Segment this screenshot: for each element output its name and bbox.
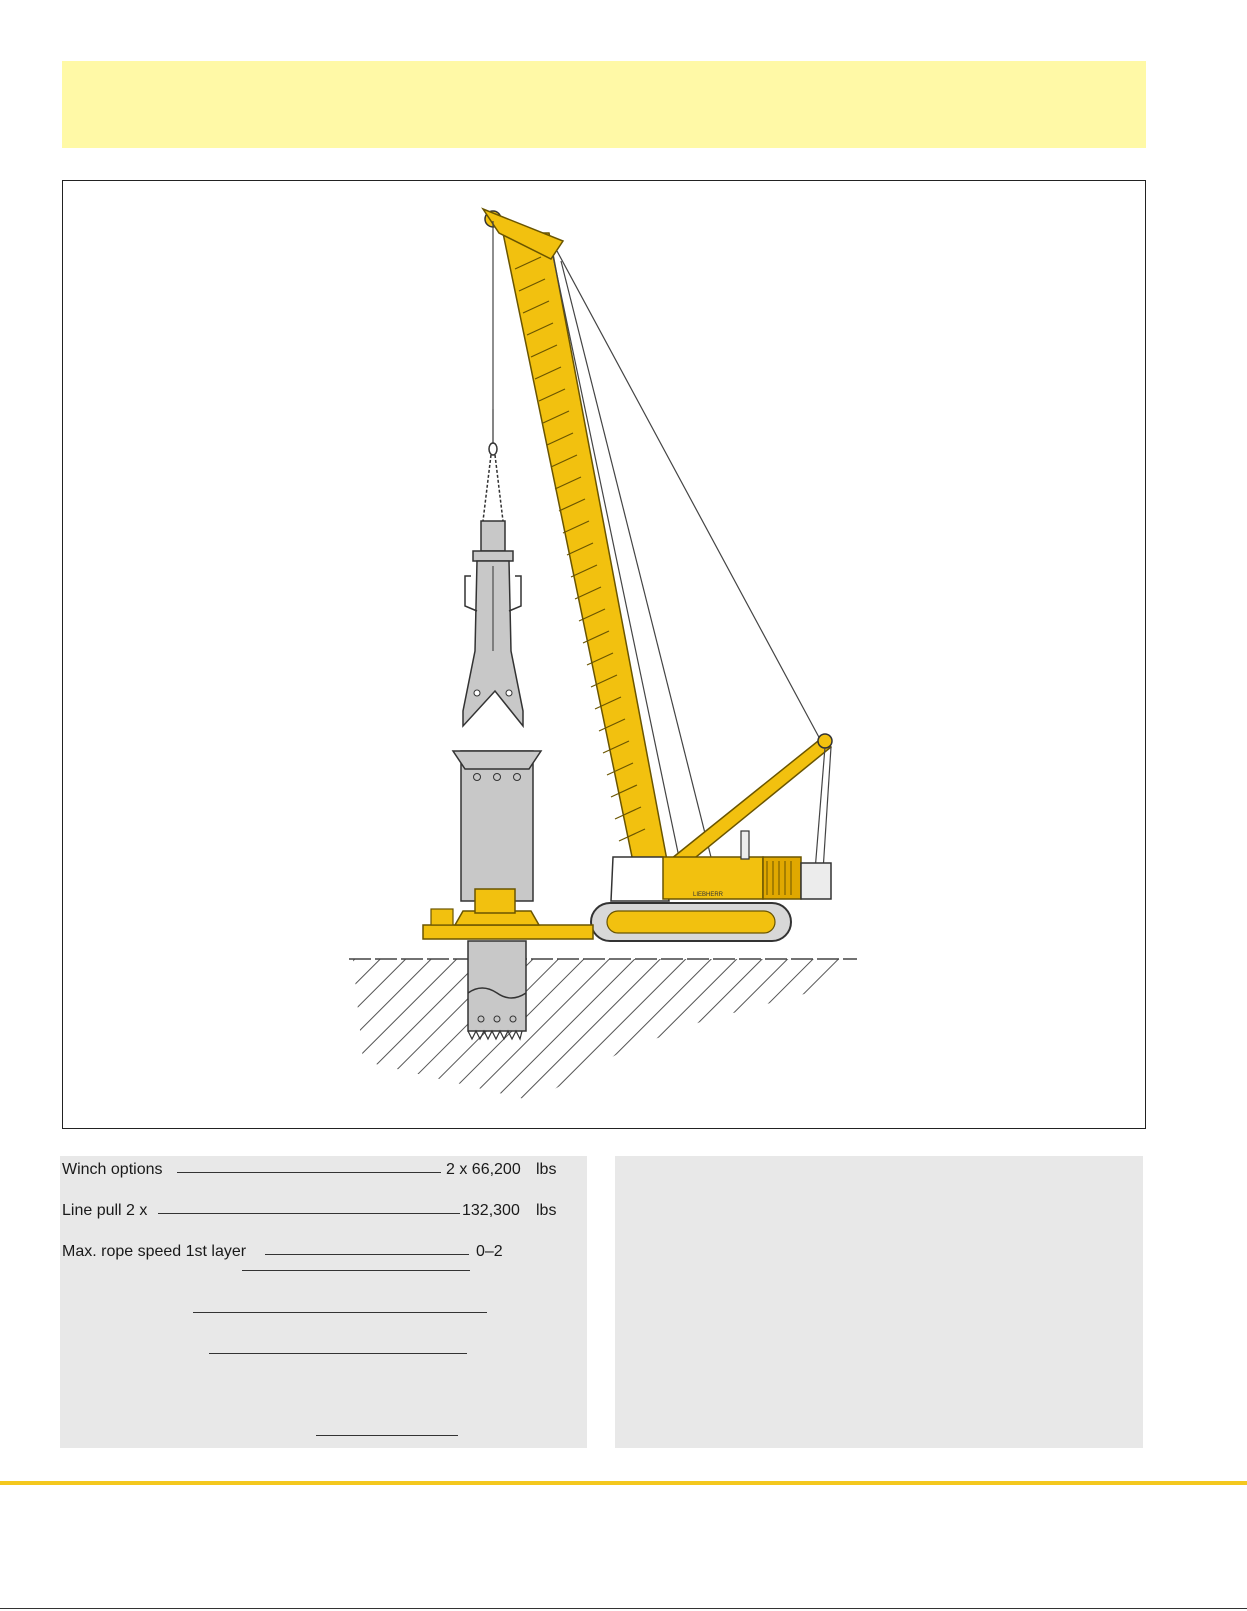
spec-value: 0–2	[476, 1243, 503, 1260]
spec-value: 2 x 66,200	[446, 1161, 521, 1178]
leader-line	[265, 1254, 469, 1255]
crawler-crane-illustration	[63, 181, 1145, 1128]
leader-line	[158, 1213, 460, 1214]
spec-row-winch-options	[62, 1160, 572, 1180]
right-info-panel	[615, 1156, 1143, 1448]
spec-label: Max. rope speed 1st layer	[62, 1243, 247, 1260]
spec-row-line-pull	[62, 1201, 572, 1221]
spec-label: Winch options	[62, 1161, 163, 1178]
spec-label: Line pull 2 x	[62, 1202, 148, 1219]
spec-value: 132,300	[462, 1202, 520, 1219]
crawler-track	[591, 903, 791, 941]
empty-leader-line	[242, 1270, 470, 1271]
spec-unit: lbs	[536, 1161, 557, 1178]
crane-brand-label: LIEBHERR	[693, 892, 724, 898]
title-band	[62, 61, 1146, 148]
empty-leader-line	[316, 1435, 458, 1436]
base-frame	[423, 889, 593, 939]
bottom-rule	[0, 1608, 1247, 1609]
empty-leader-line	[209, 1353, 467, 1354]
spec-unit: lbs	[536, 1202, 557, 1219]
empty-leader-line	[193, 1312, 487, 1313]
ground-hatching	[349, 959, 857, 1101]
crane-illustration-frame	[62, 180, 1146, 1129]
leader-line	[177, 1172, 441, 1173]
hanging-grab-tool	[463, 409, 523, 726]
specifications-panel	[60, 1156, 587, 1448]
spec-row-max-rope-speed	[62, 1242, 572, 1262]
footer-rule	[0, 1481, 1247, 1485]
